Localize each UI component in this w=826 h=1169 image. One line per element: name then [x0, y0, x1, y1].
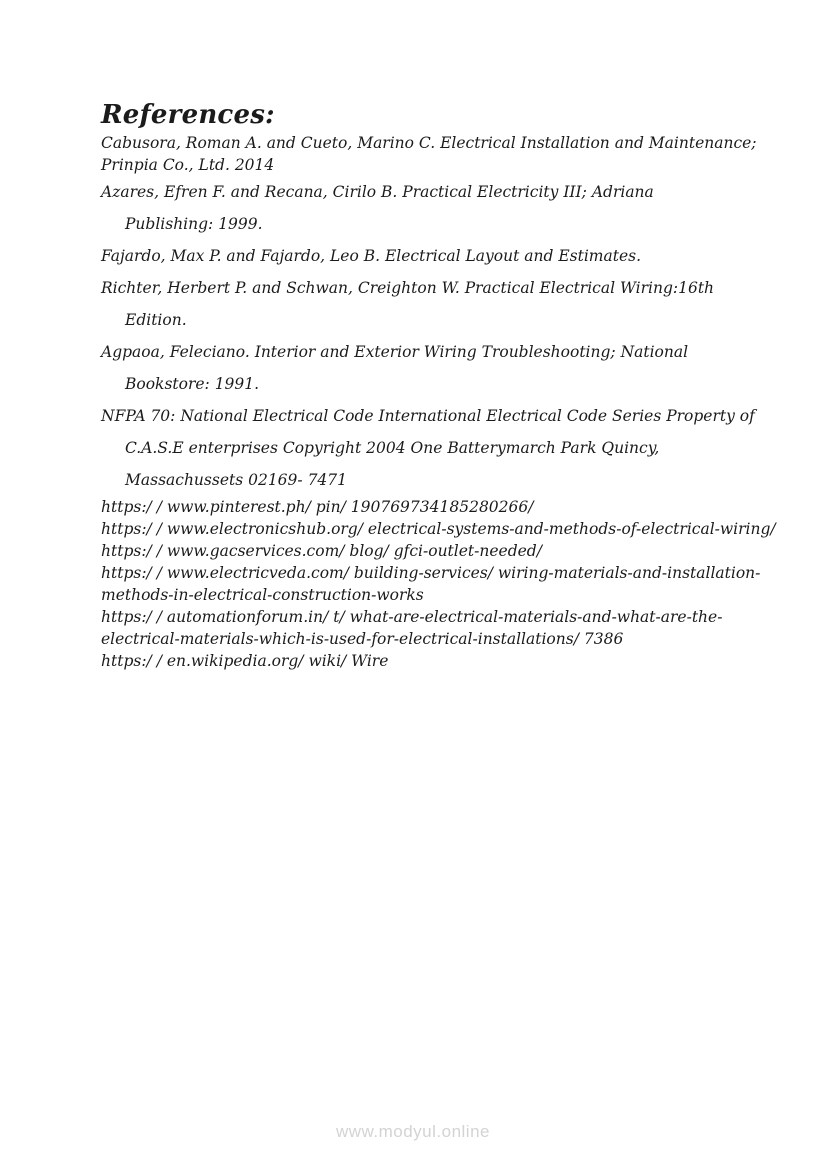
reference-url	[101, 518, 776, 540]
reference-line: Prinpia Co., Ltd. 2014	[101, 156, 275, 174]
reference-entry	[101, 400, 755, 496]
url-line: https:/ / www.electronicshub.org/ electrical-systems-and-methods-of-electrical-wiring/	[101, 520, 776, 538]
url-line: electrical-materials-which-is-used-for-electrical-installations/ 7386	[101, 630, 624, 648]
reference-url	[101, 540, 728, 562]
reference-url	[101, 606, 728, 650]
reference-line: Agpaoa, Feleciano. Interior and Exterior Wiring Troubleshooting; National	[101, 343, 689, 361]
reference-line: Bookstore: 1991.	[125, 375, 260, 393]
reference-url	[101, 496, 728, 518]
reference-line: C.A.S.E enterprises Copyright 2004 One Batterymarch Park Quincy,	[125, 439, 660, 457]
watermark: www.modyul.online	[335, 1122, 490, 1141]
reference-url	[101, 650, 728, 672]
reference-line: Publishing: 1999.	[125, 215, 263, 233]
reference-entry	[101, 132, 757, 176]
page-content	[101, 0, 776, 672]
url-line: methods-in-electrical-construction-works	[101, 586, 424, 604]
reference-line: NFPA 70: National Electrical Code International Electrical Code Series Property of	[101, 407, 755, 425]
reference-line: Azares, Efren F. and Recana, Cirilo B. Practical Electricity III; Adriana	[101, 183, 654, 201]
url-line: https:/ / www.electricveda.com/ building-services/ wiring-materials-and-installation-	[101, 564, 761, 582]
reference-line: Edition.	[125, 311, 187, 329]
reference-entry	[101, 272, 728, 336]
reference-line: Massachussets 02169- 7471	[125, 471, 348, 489]
reference-entry	[101, 240, 728, 272]
page-title: References:	[101, 100, 275, 130]
reference-url	[101, 562, 761, 606]
url-line: https:/ / en.wikipedia.org/ wiki/ Wire	[101, 652, 389, 670]
url-line: https:/ / www.pinterest.ph/ pin/ 190769734185280266/	[101, 498, 534, 516]
reference-line: Fajardo, Max P. and Fajardo, Leo B. Electrical Layout and Estimates.	[101, 247, 642, 265]
reference-line: Richter, Herbert P. and Schwan, Creighton W. Practical Electrical Wiring:16th	[101, 279, 715, 297]
url-line: https:/ / automationforum.in/ t/ what-are-electrical-materials-and-what-are-the-	[101, 608, 723, 626]
url-line: https:/ / www.gacservices.com/ blog/ gfci-outlet-needed/	[101, 542, 542, 560]
reference-line: Cabusora, Roman A. and Cueto, Marino C. Electrical Installation and Maintenance;	[101, 134, 757, 152]
reference-entry	[101, 176, 728, 240]
reference-entry	[101, 336, 728, 400]
